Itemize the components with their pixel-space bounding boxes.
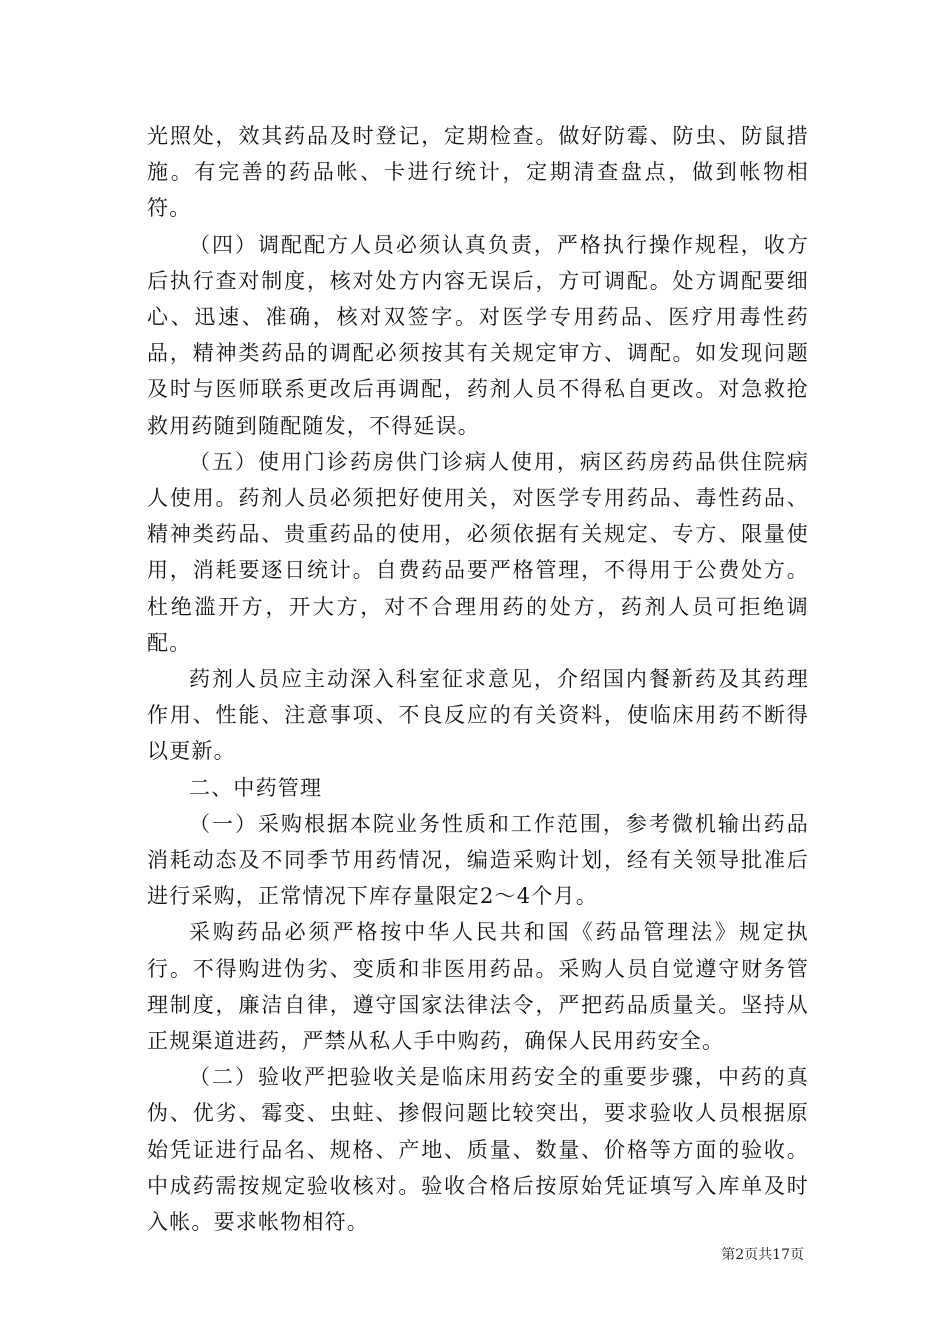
paragraph-outreach: 药剂人员应主动深入科室征求意见，介绍国内餐新药及其药理作用、性能、注意事项、不良反应的有关资料，使临床用药不断得以更新。 xyxy=(147,667,809,764)
section-heading-chinese-medicine: 二、中药管理 xyxy=(189,775,323,800)
paragraph-storage-continued: 光照处，效其药品及时登记，定期检查。做好防霉、防虫、防鼠措施。有完善的药品帐、卡进行统计，定期清查盘点，做到帐物相符。 xyxy=(147,124,809,221)
page-number: 第2页共17页 xyxy=(721,1247,804,1263)
paragraph-procurement-rules: 采购药品必须严格按中华人民共和国《药品管理法》规定执行。不得购进伪劣、变质和非医用药品。采购人员自觉遵守财务管理制度，廉洁自律，遵守国家法律法令，严把药品质量关。坚持从正规渠道进药，严禁从私人手中购药，确保人民用药安全。 xyxy=(147,920,809,1054)
paragraph-procurement: （一）采购根据本院业务性质和工作范围，参考微机输出药品消耗动态及不同季节用药情况，编造采购计划，经有关领导批准后进行采购，正常情况下库存量限定2～4个月。 xyxy=(147,811,809,909)
paragraph-acceptance: （二）验收严把验收关是临床用药安全的重要步骤，中药的真伪、优劣、霉变、虫蛀、掺假问题比较突出，要求验收人员根据原始凭证进行品名、规格、产地、质量、数量、价格等方面的验收。中成药需按规定验收核对。验收合格后按原始凭证填写入库单及时入帐。要求帐物相符。 xyxy=(147,1065,809,1235)
document-body xyxy=(147,118,809,1240)
paragraph-usage: （五）使用门诊药房供门诊病人使用，病区药房药品供住院病人使用。药剂人员必须把好使用关，对医学专用药品、毒性药品、精神类药品、贵重药品的使用，必须依据有关规定、专方、限量使用，消耗要逐日统计。自费药品要严格管理，不得用于公费处方。杜绝滥开方，开大方，对不合理用药的处方，药剂人员可拒绝调配。 xyxy=(147,449,809,655)
paragraph-dispensing: （四）调配配方人员必须认真负责，严格执行操作规程，收方后执行查对制度，核对处方内容无误后，方可调配。处方调配要细心、迅速、准确，核对双签字。对医学专用药品、医疗用毒性药品，精神类药品的调配必须按其有关规定审方、调配。如发现问题及时与医师联系更改后再调配，药剂人员不得私自更改。对急救抢救用药随到随配随发，不得延误。 xyxy=(147,232,809,438)
